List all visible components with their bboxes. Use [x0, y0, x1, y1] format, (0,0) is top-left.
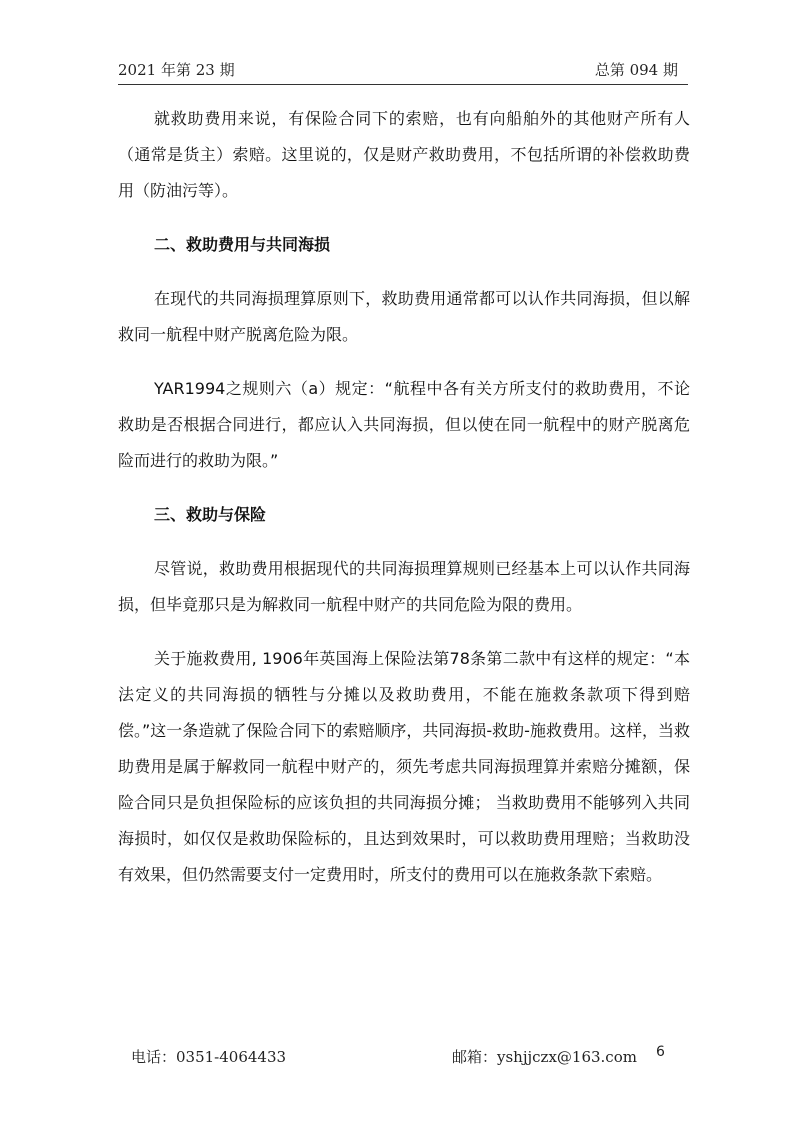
paragraph-salvage-claims: 就救助费用来说，有保险合同下的索赔，也有向船舶外的其他财产所有人（通常是货主）索赔。这里说的，仅是财产救助费用，不包括所谓的补偿救助费用（防油污等）。 — [118, 109, 690, 200]
contact-phone: 电话：0351-4064433 — [131, 1048, 287, 1066]
paragraph-yar-rule-vi: YAR1994之规则六（a）规定：“航程中各有关方所支付的救助费用，不论救助是否根据合同进行，都应认入共同海损，但以使在同一航程中的财产脱离危险而进行的救助为限。” — [118, 379, 690, 470]
contact-email: 邮箱：yshjjczx@163.com — [452, 1048, 637, 1066]
page-number: 6 — [656, 1044, 665, 1060]
page-footer — [0, 1044, 800, 1068]
section-heading-salvage-insurance: 三、救助与保险 — [154, 505, 267, 524]
page-header — [118, 58, 688, 85]
paragraph-salvage-cost-limit: 尽管说，救助费用根据现代的共同海损理算规则已经基本上可以认作共同海损，但毕竟那只是为解救同一航程中财产的共同危险为限的费用。 — [118, 559, 690, 614]
section-heading-general-average: 二、救助费用与共同海损 — [154, 235, 331, 254]
article-body — [118, 101, 690, 911]
issue-number: 2021 年第 23 期 — [118, 61, 235, 79]
total-issue-number: 总第 094 期 — [594, 61, 678, 79]
paragraph-general-average-principle: 在现代的共同海损理算原则下，救助费用通常都可以认作共同海损，但以解救同一航程中财产脱离危险为限。 — [118, 289, 690, 344]
paragraph-sue-and-labour: 关于施救费用, 1906年英国海上保险法第78条第二款中有这样的规定：“本法定义的共同海损的牺牲与分摊以及救助费用，不能在施救条款项下得到赔偿。”这一条造就了保险合同下的索赔顺序，共同海损-救助-施救费用。这样，当救助费用是属于解救同一航程中财产的，须先考虑共同海损理算并索赔分摊额，保险合同只是负担保险标的应该负担的共同海损分摊； 当救助费用不能够列入共同海损时，如仅仅是救助保险标的，且达到效果时，可以救助费用理赔；当救助没有效果，但仍然需要支付一定费用时，所支付的费用可以在施救条款下索赔。 — [118, 649, 690, 884]
